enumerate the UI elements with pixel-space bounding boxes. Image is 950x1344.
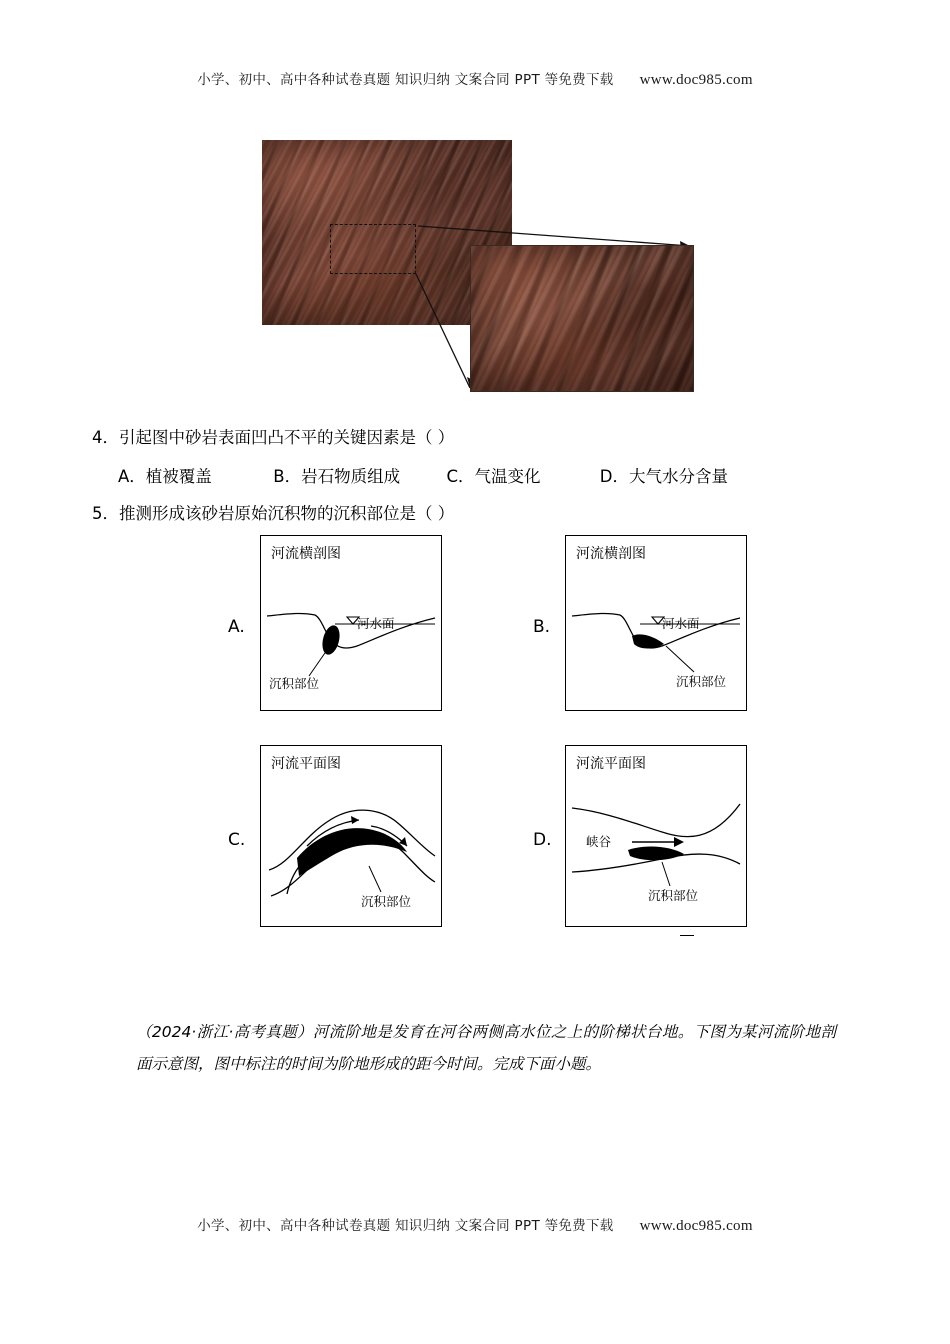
figure-caption-dash <box>680 935 694 936</box>
sandstone-figure <box>262 140 692 390</box>
annotation-a-deposit: 沉积部位 <box>269 676 320 691</box>
question-5-stem: 5．推测形成该砂岩原始沉积物的沉积部位是（ ） <box>92 504 455 523</box>
option-4-d[interactable]: D．大气水分含量 <box>599 467 728 486</box>
footer-url: www.doc985.com <box>639 1218 753 1234</box>
header-text: 小学、初中、高中各种试卷真题 知识归纳 文案合同 PPT 等免费下载 <box>197 72 614 88</box>
annotation-a-water: 河水面 <box>357 616 395 631</box>
diagram-title-b: 河流横剖图 <box>576 546 646 562</box>
question-4-stem: 4．引起图中砂岩表面凹凸不平的关键因素是（ ） <box>92 428 455 447</box>
option-5-b-diagram[interactable] <box>565 535 747 711</box>
option-5-d-label[interactable]: D. <box>533 830 552 850</box>
option-5-a-label[interactable]: A. <box>228 617 245 637</box>
annotation-b-deposit: 沉积部位 <box>676 674 727 689</box>
passage-text: （2024·浙江·高考真题）河流阶地是发育在河谷两侧高水位之上的阶梯状台地。下图为某河流阶地剖面示意图，图中标注的时间为阶地形成的距今时间。完成下面小题。 <box>136 1023 836 1073</box>
option-5-a-diagram[interactable] <box>260 535 442 711</box>
option-5-c-label[interactable]: C. <box>228 830 246 850</box>
diagram-title-d: 河流平面图 <box>576 756 646 772</box>
annotation-d-gorge: 峡谷 <box>586 834 612 849</box>
annotation-b-water: 河水面 <box>662 616 700 631</box>
annotation-c-deposit: 沉积部位 <box>361 894 412 909</box>
option-5-c-diagram[interactable] <box>260 745 442 927</box>
option-4-b[interactable]: B．岩石物质组成 <box>273 467 401 486</box>
option-4-a[interactable]: A．植被覆盖 <box>118 467 212 486</box>
question-4-options <box>118 463 728 487</box>
page-header <box>0 68 950 89</box>
diagram-title-a: 河流横剖图 <box>271 546 341 562</box>
annotation-d-deposit: 沉积部位 <box>648 888 699 903</box>
sandstone-photo-zoom <box>470 245 694 392</box>
diagram-title-c: 河流平面图 <box>271 756 341 772</box>
option-5-d-diagram[interactable] <box>565 745 747 927</box>
footer-text: 小学、初中、高中各种试卷真题 知识归纳 文案合同 PPT 等免费下载 <box>197 1218 614 1234</box>
header-url: www.doc985.com <box>639 72 753 88</box>
page-footer <box>0 1214 950 1235</box>
option-5-b-label[interactable]: B. <box>533 617 551 637</box>
option-4-c[interactable]: C．气温变化 <box>446 467 541 486</box>
